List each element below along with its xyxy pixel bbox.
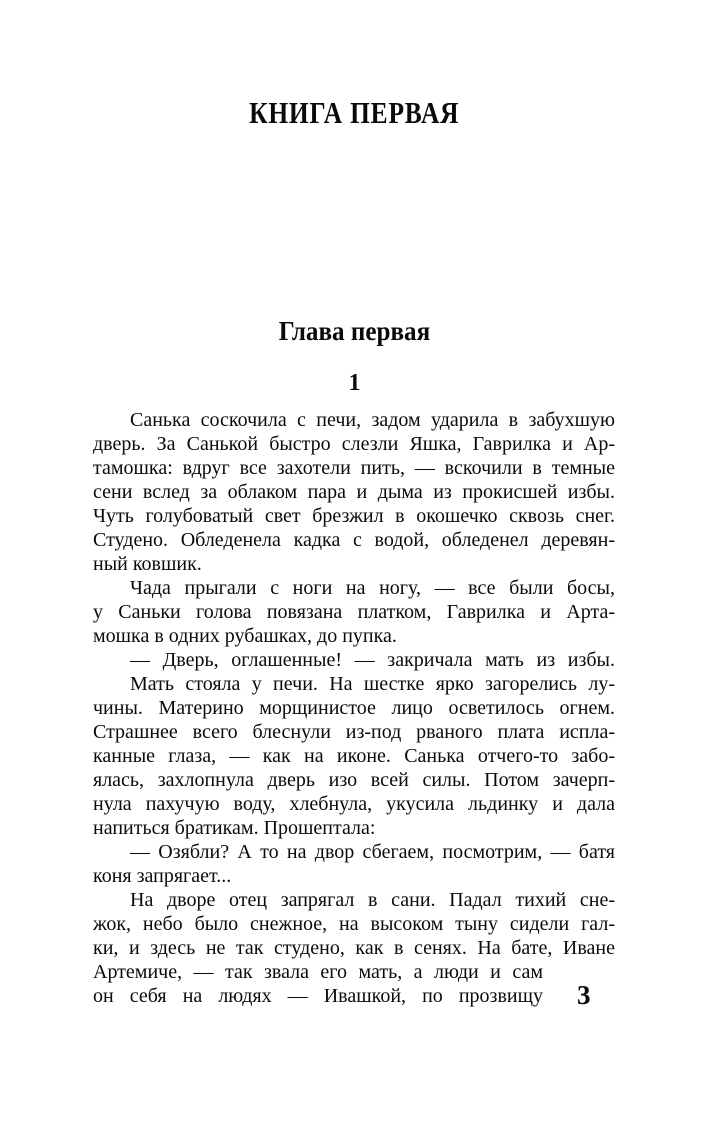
text-line: Чуть голубоватый свет брезжил в окошечко сквозь снег. bbox=[93, 505, 615, 527]
chapter-title-text: Глава первая bbox=[278, 316, 431, 346]
text-line: На дворе отец запрягал в сани. Падал тихий сне- bbox=[130, 889, 615, 911]
page-number: 3 bbox=[577, 980, 591, 1010]
text-line: ки, и здесь не так студено, как в сенях. На бате, Иване bbox=[93, 937, 615, 959]
text-line: жок, небо было снежное, на высоком тыну сидели гал- bbox=[93, 913, 615, 935]
text-line: — Дверь, оглашенные! — закричала мать из избы. bbox=[130, 649, 615, 671]
text-line: Артемиче, — так звала его мать, а люди и сам bbox=[93, 961, 543, 983]
text-line: нула пахучую воду, хлебнула, укусила льдинку и дала bbox=[93, 793, 615, 815]
text-line: — Озябли? А то на двор сбегаем, посмотрим, — батя bbox=[130, 841, 615, 863]
text-line: ялась, захлопнула дверь изо всей силы. Потом зачерп- bbox=[93, 769, 615, 791]
text-line: Студено. Обледенела кадка с водой, обледенел деревян- bbox=[93, 529, 615, 551]
text-line: Страшнее всего блеснули из-под рваного плата испла- bbox=[93, 721, 615, 743]
text-line: мошка в одних рубашках, до пупка. bbox=[93, 625, 397, 647]
text-line: канные глаза, — как на иконе. Санька отчего-то забо- bbox=[93, 745, 615, 767]
text-line: Чада прыгали с ноги на ногу, — все были босы, bbox=[130, 577, 615, 599]
text-line: ный ковшик. bbox=[93, 553, 202, 575]
chapter-title bbox=[0, 315, 709, 347]
text-line: дверь. За Санькой быстро слезли Яшка, Гаврилка и Ар- bbox=[93, 433, 615, 455]
text-line: коня запрягает... bbox=[93, 865, 232, 887]
text-line: Санька соскочила с печи, задом ударила в забухшую bbox=[130, 409, 615, 431]
chapter-number: 1 bbox=[348, 370, 361, 396]
text-line: Мать стояла у печи. На шестке ярко загорелись лу- bbox=[130, 673, 615, 695]
text-line: чины. Материно морщинистое лицо осветилось огнем. bbox=[93, 697, 615, 719]
text-line: напиться братикам. Прошептала: bbox=[93, 817, 376, 839]
text-line: у Саньки голова повязана платком, Гаврилка и Арта- bbox=[93, 601, 615, 623]
text-line: тамошка: вдруг все захотели пить, — вскочили в темные bbox=[93, 457, 615, 479]
book-title bbox=[0, 96, 709, 130]
body-text-column bbox=[93, 408, 615, 1008]
text-line: сени вслед за облаком пара и дыма из прокисшей избы. bbox=[93, 481, 615, 503]
book-title-text: КНИГА ПЕРВАЯ bbox=[249, 95, 460, 130]
text-line: он себя на людях — Ивашкой, по прозвищу bbox=[93, 985, 543, 1007]
